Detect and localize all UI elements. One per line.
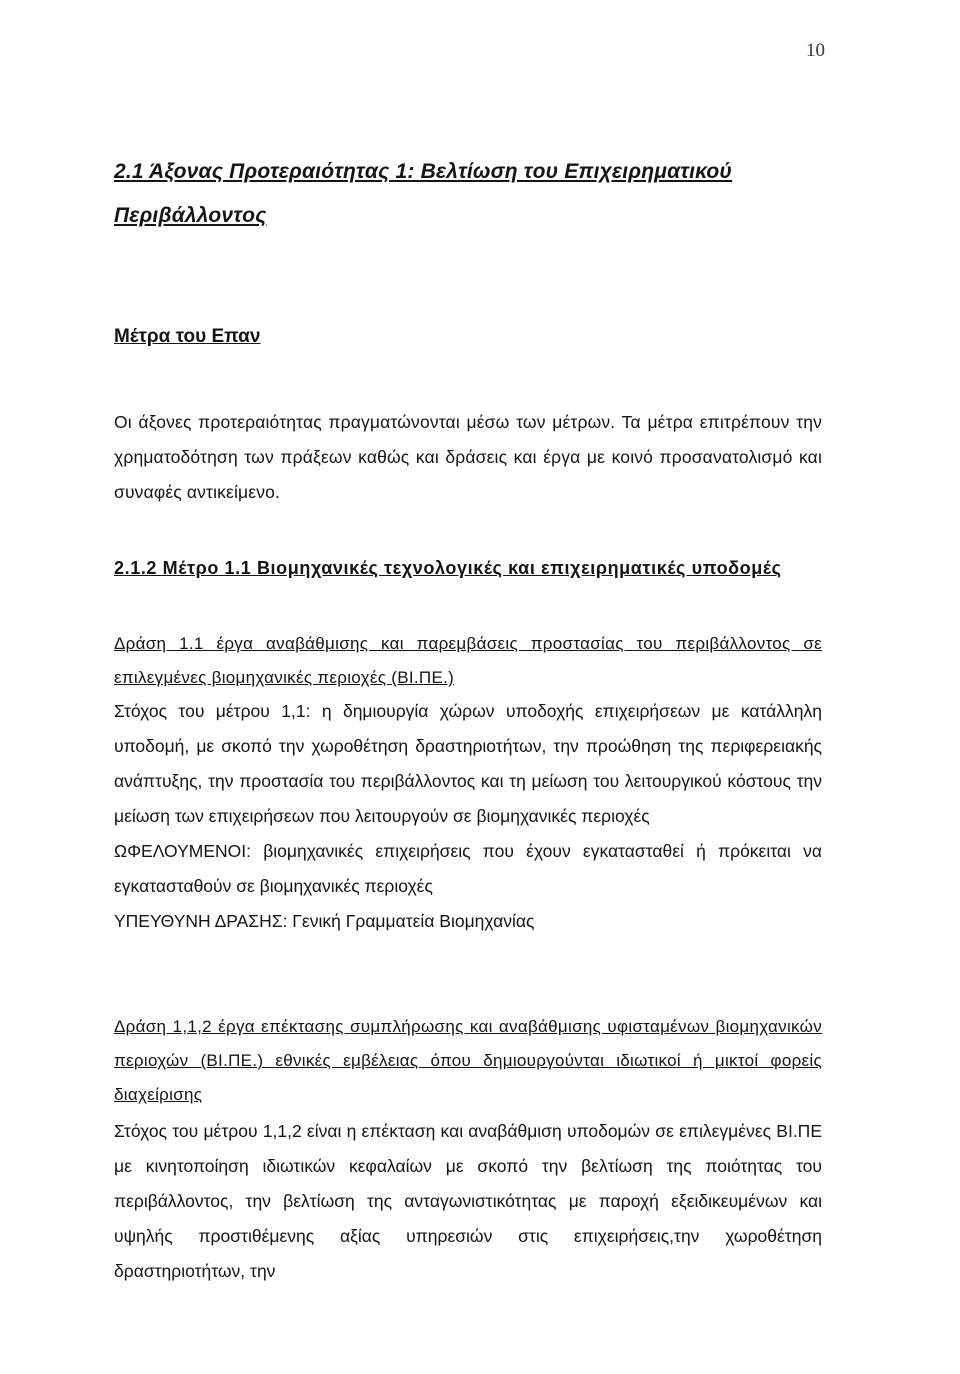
measure-heading: 2.1.2 Μέτρο 1.1 Βιομηχανικές τεχνολογικές και επιχειρηματικές υποδομές — [114, 558, 782, 578]
intro-paragraph: Οι άξονες προτεραιότητας πραγματώνονται μέσω των μέτρων. Τα μέτρα επιτρέπουν την χρηματοδότηση των πράξεων καθώς και δράσεις και έργα με κοινό προσανατολισμό και συναφές αντικείμενο. — [114, 412, 822, 502]
action-2-goal: Στόχος του μέτρου 1,1,2 είναι η επέκταση και αναβάθμιση υποδομών σε επιλεγμένες ΒΙ.ΠΕ με κινητοποίηση ιδιωτικών κεφαλαίων με σκοπό την βελτίωση της ποιότητας του περιβάλλοντος, την βελτίωση της ανταγωνιστικότητας με παροχή εξειδικευμένων και υψηλής προστιθέμενης αξίας υπηρεσιών στις επιχειρήσεις,την χωροθέτηση δραστηριοτήτων, την — [114, 1121, 822, 1281]
action-1-body — [114, 694, 822, 939]
page-number: 10 — [806, 40, 825, 61]
action-1-beneficiaries: ΩΦΕΛΟΥΜΕΝΟΙ: βιομηχανικές επιχειρήσεις που έχουν εγκατασταθεί ή πρόκειται να εγκατασταθούν σε βιομηχανικές περιοχές — [114, 841, 822, 896]
measures-title: Μέτρα του Επαν — [114, 326, 261, 347]
action-2-heading: Δράση 1,1,2 έργα επέκτασης συμπλήρωσης και αναβάθμισης υφισταμένων βιομηχανικών περιοχών (ΒΙ.ΠΕ.) εθνικές εμβέλειας όπου δημιουργούνται ιδιωτικοί ή μικτοί φορείς διαχείρισης — [114, 1017, 822, 1104]
section-title: 2.1 Άξονας Προτεραιότητας 1: Βελτίωση του Επιχειρηματικού Περιβάλλοντος — [114, 160, 733, 227]
action-1-goal: Στόχος του μέτρου 1,1: η δημιουργία χώρων υποδοχής επιχειρήσεων με κατάλληλη υποδομή, με σκοπό την χωροθέτηση δραστηριοτήτων, την προώθηση της περιφερειακής ανάπτυξης, την προστασία του περιβάλλοντος και τη μείωση του λειτουργικού κόστους την μείωση των επιχειρήσεων που λειτουργούν σε βιομηχανικές περιοχές — [114, 701, 822, 826]
action-1-responsible: ΥΠΕΥΘΥΝΗ ΔΡΑΣΗΣ: Γενική Γραμματεία Βιομηχανίας — [114, 911, 535, 931]
action-1-heading: Δράση 1.1 έργα αναβάθμισης και παρεμβάσεις προστασίας του περιβάλλοντος σε επιλεγμένες βιομηχανικές περιοχές (ΒΙ.ΠΕ.) — [114, 634, 822, 687]
